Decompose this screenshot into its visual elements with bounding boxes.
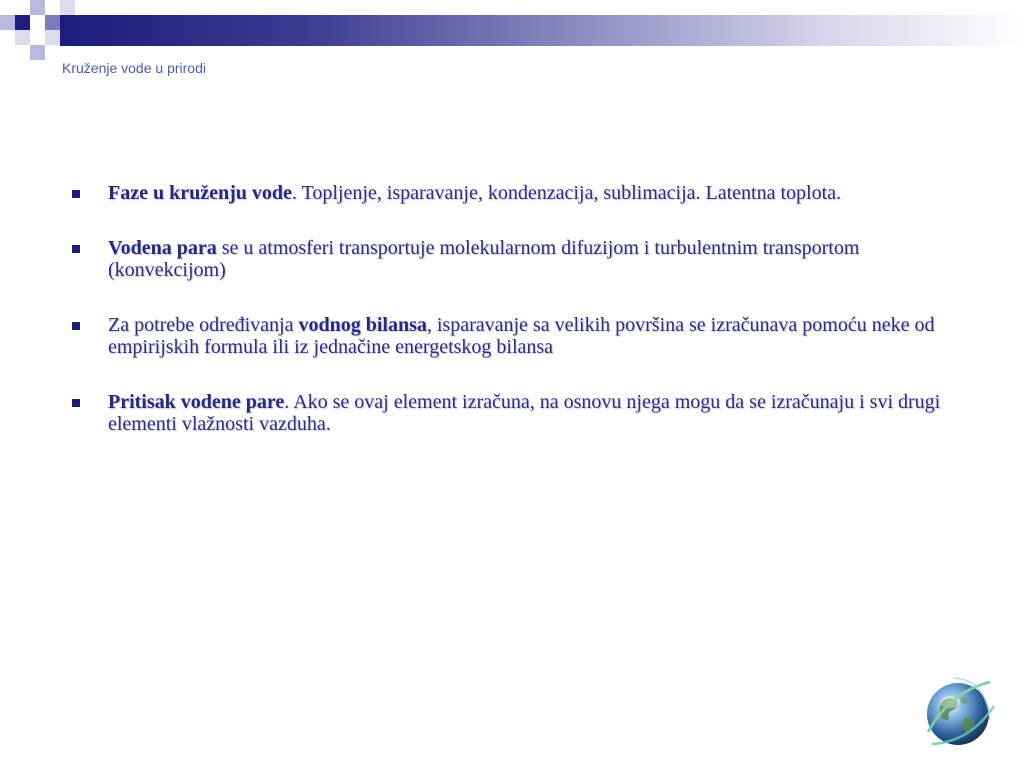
corner-square-icon (15, 15, 30, 30)
bullet-text (108, 314, 934, 358)
slide-title: Kruženje vode u prirodi (62, 60, 206, 76)
bullet-body: , isparavanje sa velikih površina se izračunava pomoću neke od empirijskih formula ili iz jednačine energetskog bilansa (108, 314, 935, 358)
bullet-emphasis: Pritisak vodene pare (108, 391, 285, 413)
bullet-list (70, 182, 970, 468)
square-bullet-icon (72, 322, 80, 330)
bullet-body: . Ako se ovaj element izračuna, na osnovu njega mogu da se izračunaju i svi drugi elementi vlažnosti vazduha. (108, 391, 941, 435)
bullet-text (108, 237, 859, 281)
bullet-emphasis: Vodena para (108, 237, 217, 259)
bullet-emphasis: Faze u kruženju vode (108, 182, 292, 204)
corner-square-icon (15, 30, 30, 45)
bullet-item (70, 391, 970, 435)
corner-square-icon (60, 0, 75, 15)
bullet-body: se u atmosferi transportuje molekularnom difuzijom i turbulentnim transportom (konvekcijom) (108, 237, 860, 281)
corner-square-icon (45, 30, 60, 45)
corner-square-icon (45, 15, 60, 30)
square-bullet-icon (72, 190, 80, 198)
bullet-item (70, 182, 970, 204)
bullet-item (70, 314, 970, 358)
bullet-emphasis: vodnog bilansa (298, 314, 427, 336)
bullet-text (108, 391, 940, 435)
bullet-item (70, 237, 970, 281)
corner-square-icon (30, 45, 45, 60)
bullet-text (108, 182, 841, 204)
corner-square-icon (0, 15, 15, 30)
header-gradient-bar (60, 15, 1024, 46)
square-bullet-icon (72, 399, 80, 407)
globe-icon (920, 672, 1000, 756)
corner-square-icon (30, 0, 45, 15)
bullet-body: Za potrebe određivanja (108, 314, 299, 336)
bullet-body: . Topljenje, isparavanje, kondenzacija, sublimacija. Latentna toplota. (291, 182, 842, 204)
square-bullet-icon (72, 245, 80, 253)
